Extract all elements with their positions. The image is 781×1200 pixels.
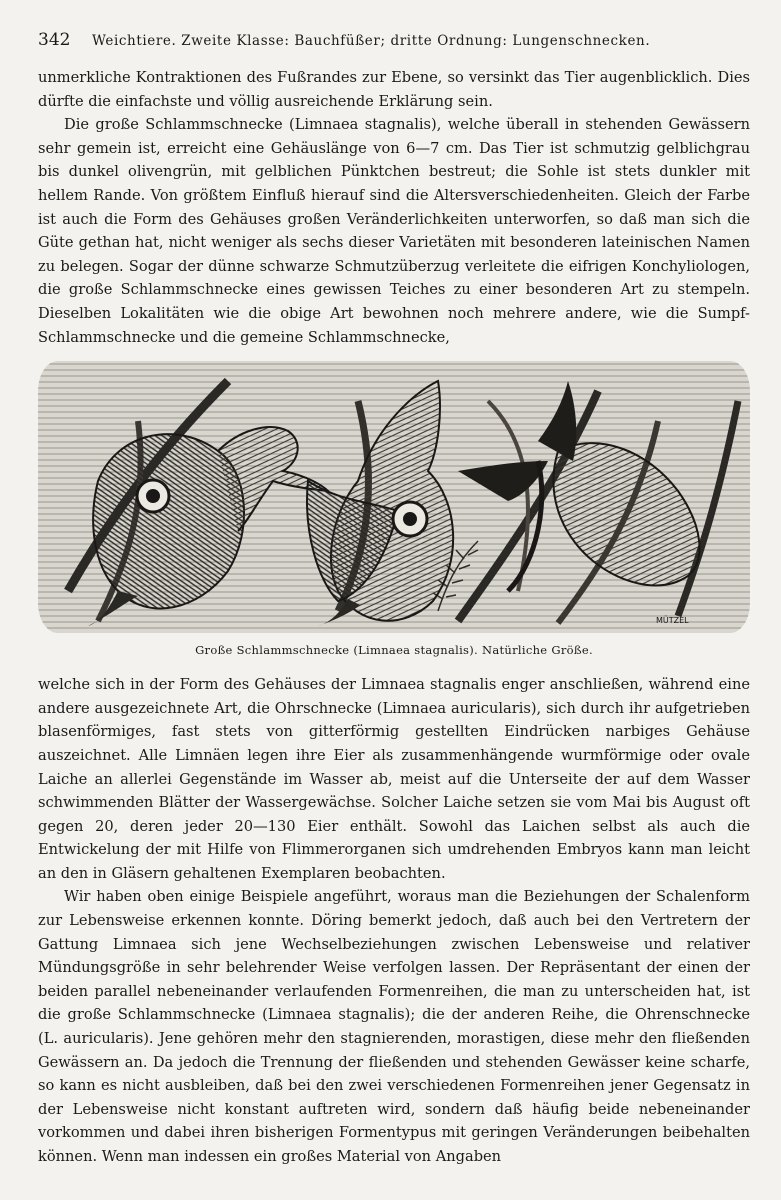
figure [38, 361, 750, 657]
engraving-pond-snails [38, 361, 750, 633]
engraver-signature: MÜTZEL [656, 616, 689, 626]
book-page [38, 30, 750, 1169]
page-number: 342 [38, 30, 71, 50]
paragraph-shell-form: Wir haben oben einige Beispiele angeführt, woraus man die Beziehungen der Schalenform zur Lebensweise erkennen konnte. Döring bemerkt jedoch, daß auch bei den Vertretern der Gattung Limnaea sich jene Wechselbeziehungen zwischen Lebensweise und relativer Mündungsgröße in sehr belehrender Weise verfolgen lassen. Der Repräsentant der einen der beiden parallel nebeneinander verlaufenden Formenreihen, die man zu unterscheiden hat, ist die große Schlammschnecke (Limnaea stagnalis); die der anderen Reihe, die Ohrenschnecke (L. auricularis). Jene gehören mehr den stagnierenden, morastigen, diese mehr den fließenden Gewässern an. Da jedoch die Trennung der fließenden und stehenden Gewässer keine scharfe, so kann es nicht ausbleiben, daß bei den zwei verschiedenen Formenreihen jener Gegensatz in der Lebensweise nicht konstant auftreten wird, sondern daß häufig beide nebeneinander vorkommen und dabei ihren bisherigen Formentypus mit geringen Veränderungen beibehalten können. Wenn man indessen ein großes Material von Angaben [38, 888, 750, 1165]
page-header [38, 30, 750, 56]
engraving-illustration [38, 361, 750, 633]
paragraph-limnaea-stagnalis: Die große Schlammschnecke (Limnaea stagnalis), welche überall in stehenden Gewässern sehr gemein ist, erreicht eine Gehäuslänge von 6—7 cm. Das Tier ist schmutzig gelblichgrau bis dunkel olivengrün, mit gelblichen Pünktchen bestreut; die Sohle ist stets dunkler mit hellem Rande. Von größtem Einfluß hierauf sind die Altersverschiedenheiten. Gleich der Farbe ist auch die Form des Gehäuses großen Veränderlichkeiten unterworfen, so daß man sich die Güte gethan hat, nicht weniger als sechs dieser Varietäten mit besonderen lateinischen Namen zu belegen. Sogar der dünne schwarze Schmutzüberzug verleitete die eifrigen Konchyliologen, die große Schlammschnecke eines gewissen Teiches zu einer besonderen Art zu stempeln. Dieselben Lokalitäten wie die obige Art bewohnen noch mehrere andere, wie die Sumpf-Schlammschnecke und die gemeine Schlammschnecke, [38, 116, 750, 346]
paragraph-continuation: unmerkliche Kontraktionen des Fußrandes zur Ebene, so versinkt das Tier augenblicklich. Dies dürfte die einfachste und völlig ausreichende Erklärung sein. [38, 69, 750, 110]
running-head: Weichtiere. Zweite Klasse: Bauchfüßer; dritte Ordnung: Lungenschnecken. [92, 33, 651, 49]
figure-caption: Große Schlammschnecke (Limnaea stagnalis). Natürliche Größe. [195, 643, 593, 658]
paragraph-limnaea-spawn: welche sich in der Form des Gehäuses der Limnaea stagnalis enger anschließen, während eine andere ausgezeichnete Art, die Ohrschnecke (Limnaea auricularis), sich durch ihr aufgetrieben blasenförmiges, fast stets von gitterförmig gestellten Eindrücken narbiges Gehäuse auszeichnet. Alle Limnäen legen ihre Eier als zusammenhängende wurmförmige oder ovale Laiche an allerlei Gegenstände im Wasser ab, meist auf die Unterseite der auf dem Wasser schwimmenden Blätter der Wassergewächse. Solcher Laiche setzen sie vom Mai bis August oft gegen 20, deren jeder 20—130 Eier enthält. Sowohl das Laichen selbst als auch die Entwickelung der mit Hilfe von Flimmerorganen sich umdrehenden Embryos kann man leicht an den in Gläsern gehaltenen Exemplaren beobachten. [38, 676, 750, 882]
